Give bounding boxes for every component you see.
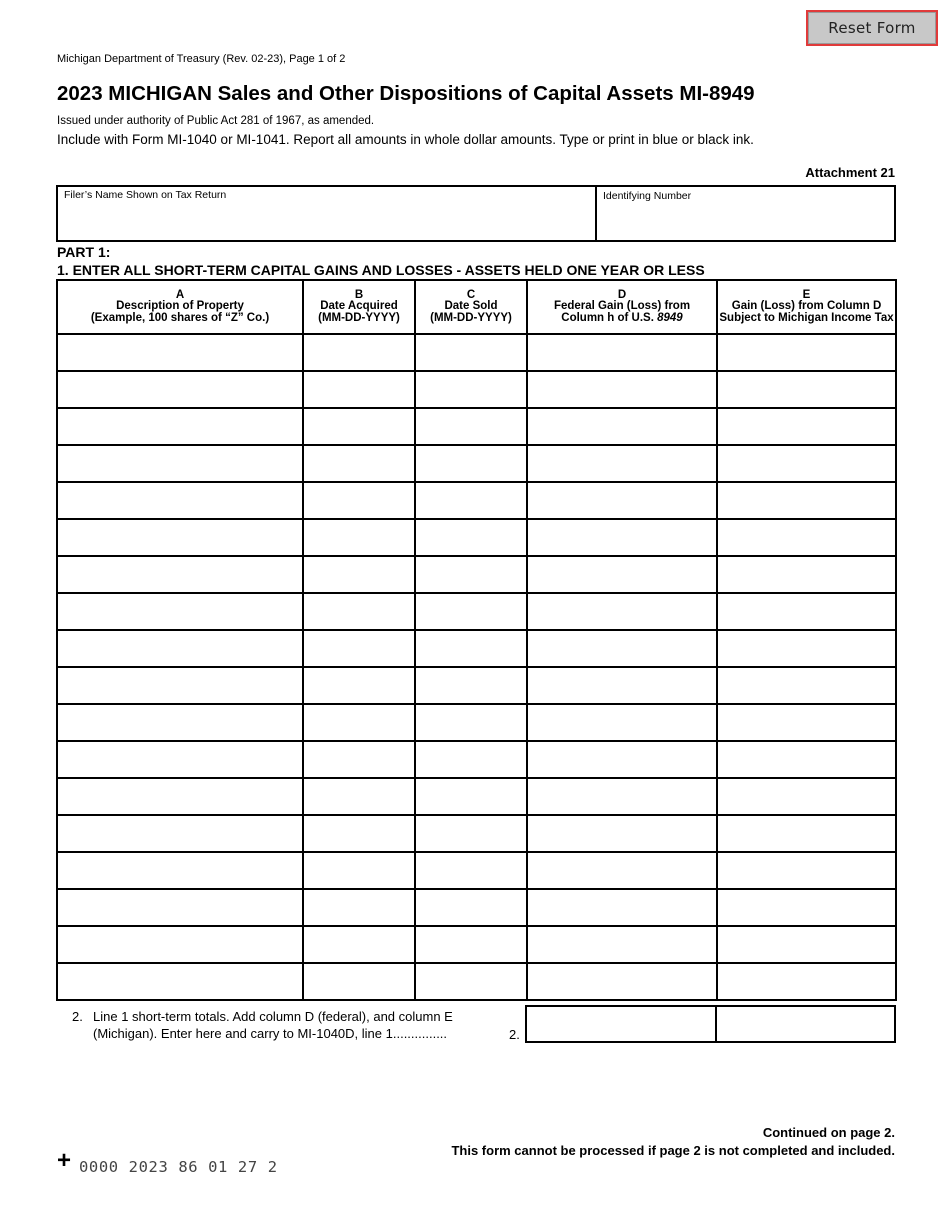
column-b-letter: B <box>354 288 364 301</box>
date-acquired-field[interactable] <box>303 815 415 852</box>
michigan-gain-field[interactable] <box>717 371 896 408</box>
description-field[interactable] <box>57 741 303 778</box>
column-e-letter: E <box>802 288 811 301</box>
column-e-title: Gain (Loss) from Column D <box>731 300 882 313</box>
date-sold-field[interactable] <box>415 852 527 889</box>
michigan-gain-field[interactable] <box>717 667 896 704</box>
michigan-gain-field[interactable] <box>717 778 896 815</box>
description-field[interactable] <box>57 519 303 556</box>
date-sold-field[interactable] <box>415 741 527 778</box>
date-acquired-field[interactable] <box>303 926 415 963</box>
table-row <box>57 889 896 926</box>
description-field[interactable] <box>57 593 303 630</box>
date-sold-field[interactable] <box>415 889 527 926</box>
table-row <box>57 778 896 815</box>
description-field[interactable] <box>57 556 303 593</box>
plus-icon: + <box>57 1147 72 1174</box>
description-field[interactable] <box>57 963 303 1000</box>
line1-heading: 1. ENTER ALL SHORT-TERM CAPITAL GAINS AND LOSSES - ASSETS HELD ONE YEAR OR LESS <box>57 262 705 278</box>
federal-gain-field[interactable] <box>527 630 717 667</box>
line2-totals <box>525 1005 896 1043</box>
date-sold-field[interactable] <box>415 630 527 667</box>
date-acquired-field[interactable] <box>303 556 415 593</box>
line2-number: 2. <box>72 1009 83 1024</box>
table-row <box>57 445 896 482</box>
description-field[interactable] <box>57 852 303 889</box>
column-c-subtitle: (MM-DD-YYYY) <box>430 311 512 324</box>
date-sold-field[interactable] <box>415 963 527 1000</box>
date-acquired-field[interactable] <box>303 519 415 556</box>
filer-name-label: Filer’s Name Shown on Tax Return <box>64 189 227 201</box>
column-b-title: Date Acquired <box>320 300 398 313</box>
date-acquired-field[interactable] <box>303 371 415 408</box>
column-d-form-number: 8949 <box>657 311 683 324</box>
federal-gain-field[interactable] <box>527 815 717 852</box>
column-e-header <box>717 280 896 334</box>
column-d-header <box>527 280 717 334</box>
date-sold-field[interactable] <box>415 704 527 741</box>
federal-gain-field[interactable] <box>527 445 717 482</box>
description-field[interactable] <box>57 926 303 963</box>
table-row <box>57 667 896 704</box>
michigan-gain-field[interactable] <box>717 741 896 778</box>
michigan-gain-field[interactable] <box>717 889 896 926</box>
date-acquired-field[interactable] <box>303 667 415 704</box>
michigan-gain-field[interactable] <box>717 593 896 630</box>
date-acquired-field[interactable] <box>303 778 415 815</box>
table-header-row <box>57 280 896 334</box>
table-row <box>57 482 896 519</box>
table-row <box>57 704 896 741</box>
column-c-title: Date Sold <box>444 300 498 313</box>
table-row <box>57 741 896 778</box>
filer-info-box <box>56 185 896 242</box>
column-c-letter: C <box>466 288 476 301</box>
michigan-gain-field[interactable] <box>717 630 896 667</box>
column-c-header <box>415 280 527 334</box>
date-acquired-field[interactable] <box>303 593 415 630</box>
date-sold-field[interactable] <box>415 815 527 852</box>
totals-row <box>526 1006 895 1042</box>
federal-gain-field[interactable] <box>527 926 717 963</box>
column-a-subtitle: (Example, 100 shares of “Z” Co.) <box>90 311 270 324</box>
form-title: 2023 MICHIGAN Sales and Other Dispositions of Capital Assets MI-8949 <box>57 82 755 105</box>
michigan-gain-field[interactable] <box>717 408 896 445</box>
description-field[interactable] <box>57 445 303 482</box>
federal-gain-field[interactable] <box>527 408 717 445</box>
description-field[interactable] <box>57 704 303 741</box>
description-field[interactable] <box>57 630 303 667</box>
authority-line: Issued under authority of Public Act 281 of 1967, as amended. <box>57 115 375 127</box>
reset-form-button[interactable]: Reset Form <box>806 10 938 46</box>
description-field[interactable] <box>57 371 303 408</box>
federal-gain-field[interactable] <box>527 371 717 408</box>
michigan-gain-field[interactable] <box>717 445 896 482</box>
table-row <box>57 815 896 852</box>
federal-gain-field[interactable] <box>527 778 717 815</box>
table-row <box>57 963 896 1000</box>
table-row <box>57 852 896 889</box>
column-e-subtitle: Subject to Michigan Income Tax <box>719 311 894 324</box>
date-acquired-field[interactable] <box>303 408 415 445</box>
date-acquired-field[interactable] <box>303 741 415 778</box>
column-a-header <box>57 280 303 334</box>
table-row <box>57 556 896 593</box>
date-sold-field[interactable] <box>415 334 527 371</box>
date-acquired-field[interactable] <box>303 889 415 926</box>
column-d-letter: D <box>617 288 627 301</box>
federal-total-field[interactable] <box>526 1006 716 1042</box>
federal-gain-field[interactable] <box>527 556 717 593</box>
federal-gain-field[interactable] <box>527 593 717 630</box>
department-line: Michigan Department of Treasury (Rev. 02-23), Page 1 of 2 <box>57 53 346 65</box>
description-field[interactable] <box>57 667 303 704</box>
michigan-total-field[interactable] <box>716 1006 895 1042</box>
identifying-number-field[interactable] <box>597 187 894 240</box>
column-d-subtitle <box>528 313 716 325</box>
description-field[interactable] <box>57 815 303 852</box>
federal-gain-field[interactable] <box>527 741 717 778</box>
date-acquired-field[interactable] <box>303 963 415 1000</box>
part1-heading: PART 1: <box>57 244 111 260</box>
date-acquired-field[interactable] <box>303 704 415 741</box>
description-field[interactable] <box>57 889 303 926</box>
footer-notes <box>451 1124 895 1160</box>
column-a-letter: A <box>175 288 185 301</box>
federal-gain-field[interactable] <box>527 667 717 704</box>
date-acquired-field[interactable] <box>303 445 415 482</box>
column-d-subtitle-text: Column h of U.S. <box>561 311 658 324</box>
line2-box-number: 2. <box>509 1027 520 1042</box>
description-field[interactable] <box>57 334 303 371</box>
identifying-number-label: Identifying Number <box>603 190 692 202</box>
michigan-gain-field[interactable] <box>717 926 896 963</box>
table-row <box>57 926 896 963</box>
table-row <box>57 593 896 630</box>
date-sold-field[interactable] <box>415 482 527 519</box>
michigan-gain-field[interactable] <box>717 482 896 519</box>
attachment-number: Attachment 21 <box>805 165 895 180</box>
federal-gain-field[interactable] <box>527 482 717 519</box>
date-sold-field[interactable] <box>415 926 527 963</box>
michigan-gain-field[interactable] <box>717 963 896 1000</box>
column-d-title: Federal Gain (Loss) from <box>553 300 691 313</box>
michigan-gain-field[interactable] <box>717 852 896 889</box>
instructions-line: Include with Form MI-1040 or MI-1041. Report all amounts in whole dollar amounts. Type or print in blue or black ink. <box>57 132 754 147</box>
column-b-subtitle: (MM-DD-YYYY) <box>318 311 400 324</box>
date-sold-field[interactable] <box>415 445 527 482</box>
table-row <box>57 334 896 371</box>
line2-text: Line 1 short-term totals. Add column D (federal), and column E (Michigan). Enter here and carry to MI-1040D, line 1............... <box>93 1009 453 1041</box>
date-acquired-field[interactable] <box>303 630 415 667</box>
column-a-title: Description of Property <box>116 300 244 313</box>
date-acquired-field[interactable] <box>303 482 415 519</box>
description-field[interactable] <box>57 778 303 815</box>
federal-gain-field[interactable] <box>527 519 717 556</box>
federal-gain-field[interactable] <box>527 963 717 1000</box>
date-acquired-field[interactable] <box>303 852 415 889</box>
date-sold-field[interactable] <box>415 556 527 593</box>
michigan-gain-field[interactable] <box>717 334 896 371</box>
table-row <box>57 408 896 445</box>
date-acquired-field[interactable] <box>303 334 415 371</box>
michigan-gain-field[interactable] <box>717 556 896 593</box>
filer-name-field[interactable] <box>58 187 597 240</box>
federal-gain-field[interactable] <box>527 852 717 889</box>
table-row <box>57 371 896 408</box>
date-sold-field[interactable] <box>415 408 527 445</box>
federal-gain-field[interactable] <box>527 334 717 371</box>
table-row <box>57 630 896 667</box>
date-sold-field[interactable] <box>415 778 527 815</box>
date-sold-field[interactable] <box>415 371 527 408</box>
continued-note: Continued on page 2. <box>762 1125 895 1140</box>
processing-warning: This form cannot be processed if page 2 is not completed and included. <box>451 1143 895 1158</box>
column-b-header <box>303 280 415 334</box>
table-row <box>57 519 896 556</box>
federal-gain-field[interactable] <box>527 889 717 926</box>
michigan-gain-field[interactable] <box>717 519 896 556</box>
date-sold-field[interactable] <box>415 519 527 556</box>
federal-gain-field[interactable] <box>527 704 717 741</box>
table-body <box>57 334 896 1000</box>
date-sold-field[interactable] <box>415 593 527 630</box>
michigan-gain-field[interactable] <box>717 815 896 852</box>
form-id-number: 0000 2023 86 01 27 2 <box>79 1158 278 1176</box>
michigan-gain-field[interactable] <box>717 704 896 741</box>
short-term-table <box>56 279 897 1001</box>
description-field[interactable] <box>57 408 303 445</box>
description-field[interactable] <box>57 482 303 519</box>
line2-label <box>72 1008 453 1041</box>
date-sold-field[interactable] <box>415 667 527 704</box>
